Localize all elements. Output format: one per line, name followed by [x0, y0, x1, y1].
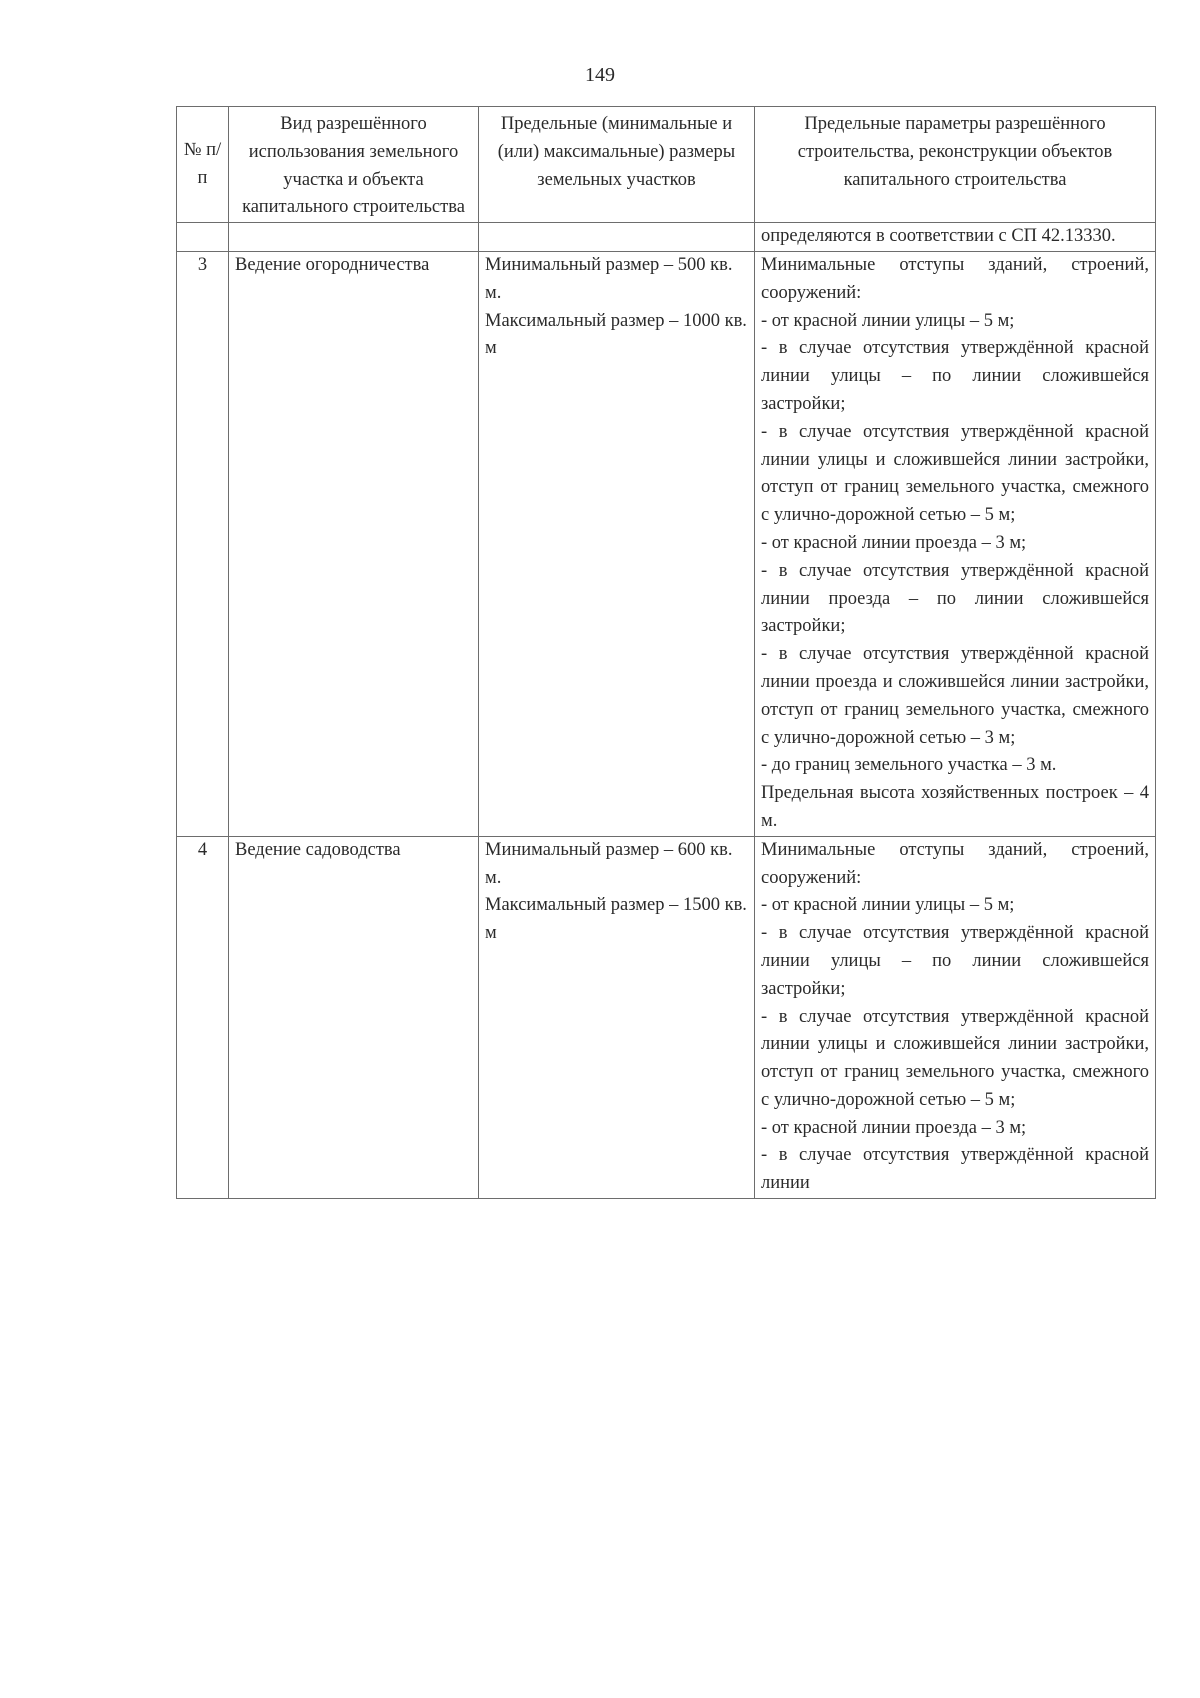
- row-plot-size: [479, 836, 755, 1198]
- param-line: - в случае отсутствия утверждённой красной линии улицы – по линии сложившейся застройки;: [761, 923, 1149, 999]
- row-plot-size: [479, 251, 755, 836]
- param-line: Предельная высота хозяйственных построек – 4 м.: [761, 783, 1149, 831]
- continuation-number-cell: [177, 223, 229, 252]
- param-line: - в случае отсутствия утверждённой красной линии улицы и сложившейся линии застройки, отступ от границ земельного участка, смежного с улично-дорожной сетью – 5 м;: [761, 421, 1149, 526]
- row-number: 3: [177, 251, 229, 836]
- table-row: [177, 251, 1156, 836]
- param-line: Минимальные отступы зданий, строений, сооружений:: [761, 254, 1149, 303]
- row-construction-params: [755, 836, 1156, 1198]
- table-header-row: [177, 107, 1156, 223]
- row-number: 4: [177, 836, 229, 1198]
- param-line: - в случае отсутствия утверждённой красной линии улицы – по линии сложившейся застройки;: [761, 338, 1149, 414]
- param-line: - от красной линии проезда – 3 м;: [761, 532, 1027, 553]
- param-line: - в случае отсутствия утверждённой красной линии: [761, 1145, 1149, 1194]
- size-line: Максимальный размер – 1000 кв. м: [485, 310, 747, 359]
- continuation-row: [177, 223, 1156, 252]
- table-row: [177, 836, 1156, 1198]
- continuation-size-cell: [479, 223, 755, 252]
- param-line: - от красной линии проезда – 3 м;: [761, 1117, 1027, 1138]
- page-number: 149: [585, 64, 615, 86]
- continuation-use-cell: [229, 223, 479, 252]
- header-construction-params: Предельные параметры разрешённого строительства, реконструкции объектов капитального строительства: [755, 107, 1156, 223]
- param-line: - от красной линии улицы – 5 м;: [761, 895, 1015, 916]
- row-permitted-use: Ведение садоводства: [229, 836, 479, 1198]
- size-line: Минимальный размер – 600 кв. м.: [485, 839, 733, 888]
- regulations-table: [176, 106, 1156, 1199]
- continuation-params-cell: определяются в соответствии с СП 42.13330.: [755, 223, 1156, 252]
- param-line: - до границ земельного участка – 3 м.: [761, 755, 1057, 776]
- param-line: - в случае отсутствия утверждённой красной линии проезда – по линии сложившейся застройки;: [761, 560, 1149, 637]
- row-permitted-use: Ведение огородничества: [229, 251, 479, 836]
- header-permitted-use: Вид разрешённого использования земельного участка и объекта капитального строительства: [229, 107, 479, 223]
- size-line: Минимальный размер – 500 кв. м.: [485, 254, 733, 303]
- param-line: Минимальные отступы зданий, строений, сооружений:: [761, 839, 1149, 888]
- size-line: Максимальный размер – 1500 кв. м: [485, 895, 747, 944]
- param-line: - от красной линии улицы – 5 м;: [761, 310, 1015, 331]
- param-line: - в случае отсутствия утверждённой красной линии проезда и сложившейся линии застройки, отступ от границ земельного участка, смежного с улично-дорожной сетью – 3 м;: [761, 644, 1149, 748]
- param-line: - в случае отсутствия утверждённой красной линии улицы и сложившейся линии застройки, отступ от границ земельного участка, смежного с улично-дорожной сетью – 5 м;: [761, 1006, 1149, 1110]
- row-construction-params: [755, 251, 1156, 836]
- header-plot-size: Предельные (минимальные и (или) максимальные) размеры земельных участков: [479, 107, 755, 223]
- header-number: № п/п: [177, 107, 229, 223]
